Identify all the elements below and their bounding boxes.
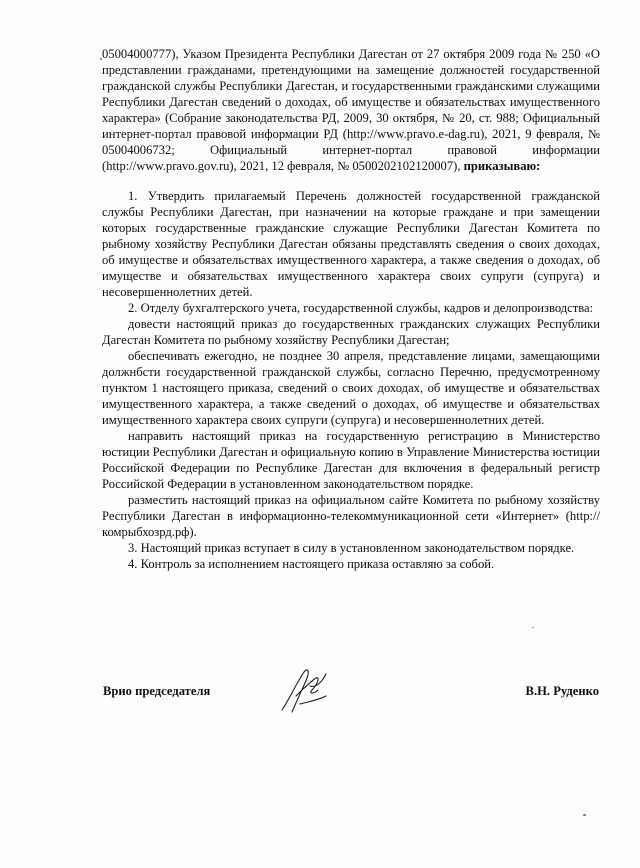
paragraph-3: 3. Настоящий приказ вступает в силу в установленном законодательством порядке. <box>128 541 575 555</box>
decree-word: приказываю: <box>463 159 541 173</box>
paragraph-4: 4. Контроль за исполнением настоящего приказа оставляю за собой. <box>128 557 495 571</box>
paragraph-2-item-2: обеспечивать ежегодно, не позднее 30 апреля, представление лицами, замещающими должнбсти государственной гражданской службы, согласно Перечню, предусмотренному пунктом 1 настоящего приказа, сведений о своих доходах, об имуществе и обязательствах имущественного характера, а также сведений о доходах, об имуществе и обязательствах имущественного характера своих супруги (супруга) и несовершеннолетних детей. <box>102 349 600 427</box>
paragraph-2-item-1: довести настоящий приказ до государственных гражданских служащих Республики Дагестан Комитета по рыбному хозяйству Республики Дагестан; <box>102 317 600 347</box>
paragraph-2-item-4: разместить настоящий приказ на официальном сайте Комитета по рыбному хозяйству Республики Дагестан в информационно-телекоммуникационной сети «Интернет» (http://комрыбхозрд.рф). <box>102 493 600 539</box>
handwritten-signature <box>270 660 340 720</box>
paragraph-1: 1. Утвердить прилагаемый Перечень должностей государственной гражданской службы Республики Дагестан, при назначении на которые граждане и при замещении которых государственные гражданские служащие Республики Дагестан Комитета по рыбному хозяйству Республики Дагестан обязаны представлять сведения о своих доходах, об имуществе и обязательствах имущественного характера, а также сведения о доходах, об имуществе и обязательствах имущественного характера своих супруги (супруга) и несовершеннолетних детей. <box>102 189 600 299</box>
continuation-text: 05004000777), Указом Президента Республики Дагестан от 27 октября 2009 года № 250 «О представлении гражданами, претендующими на замещение должностей государственной гражданской службы Республики Дагестан, и государственными гражданскими служащими Республики Дагестан сведений о доходах, об имуществе и обязательствах имущественного характера» (Собрание законодательства РД, 2009, 30 октября, № 20, ст. 988; Официальный интернет-портал правовой информации РД (http://www.pravo.e-dag.ru), 2021, 9 февраля, № 05004006732; Официальный интернет-портал правовой информации (http://www.pravo.gov.ru), 2021, 12 февраля, № 0500202102120007), <box>102 47 600 173</box>
paragraph-2: 2. Отделу бухгалтерского учета, государственной службы, кадров и делопроизводства: <box>128 301 594 315</box>
paragraph-2-item-3: направить настоящий приказ на государственную регистрацию в Министерство юстиции Республики Дагестан и официальную копию в Управление Министерства юстиции Российской Федерации по Республике Дагестан для включения в федеральный регистр Российской Федерации в установленном законодательством порядке. <box>102 429 600 491</box>
signatory-title: Врио председателя <box>103 684 211 698</box>
scan-speck <box>532 627 534 628</box>
scan-speck <box>100 58 102 60</box>
signatory-name: В.Н. Руденко <box>525 684 599 698</box>
document-body <box>102 46 600 572</box>
continuation-paragraph <box>102 46 600 174</box>
scan-speck <box>583 814 586 816</box>
